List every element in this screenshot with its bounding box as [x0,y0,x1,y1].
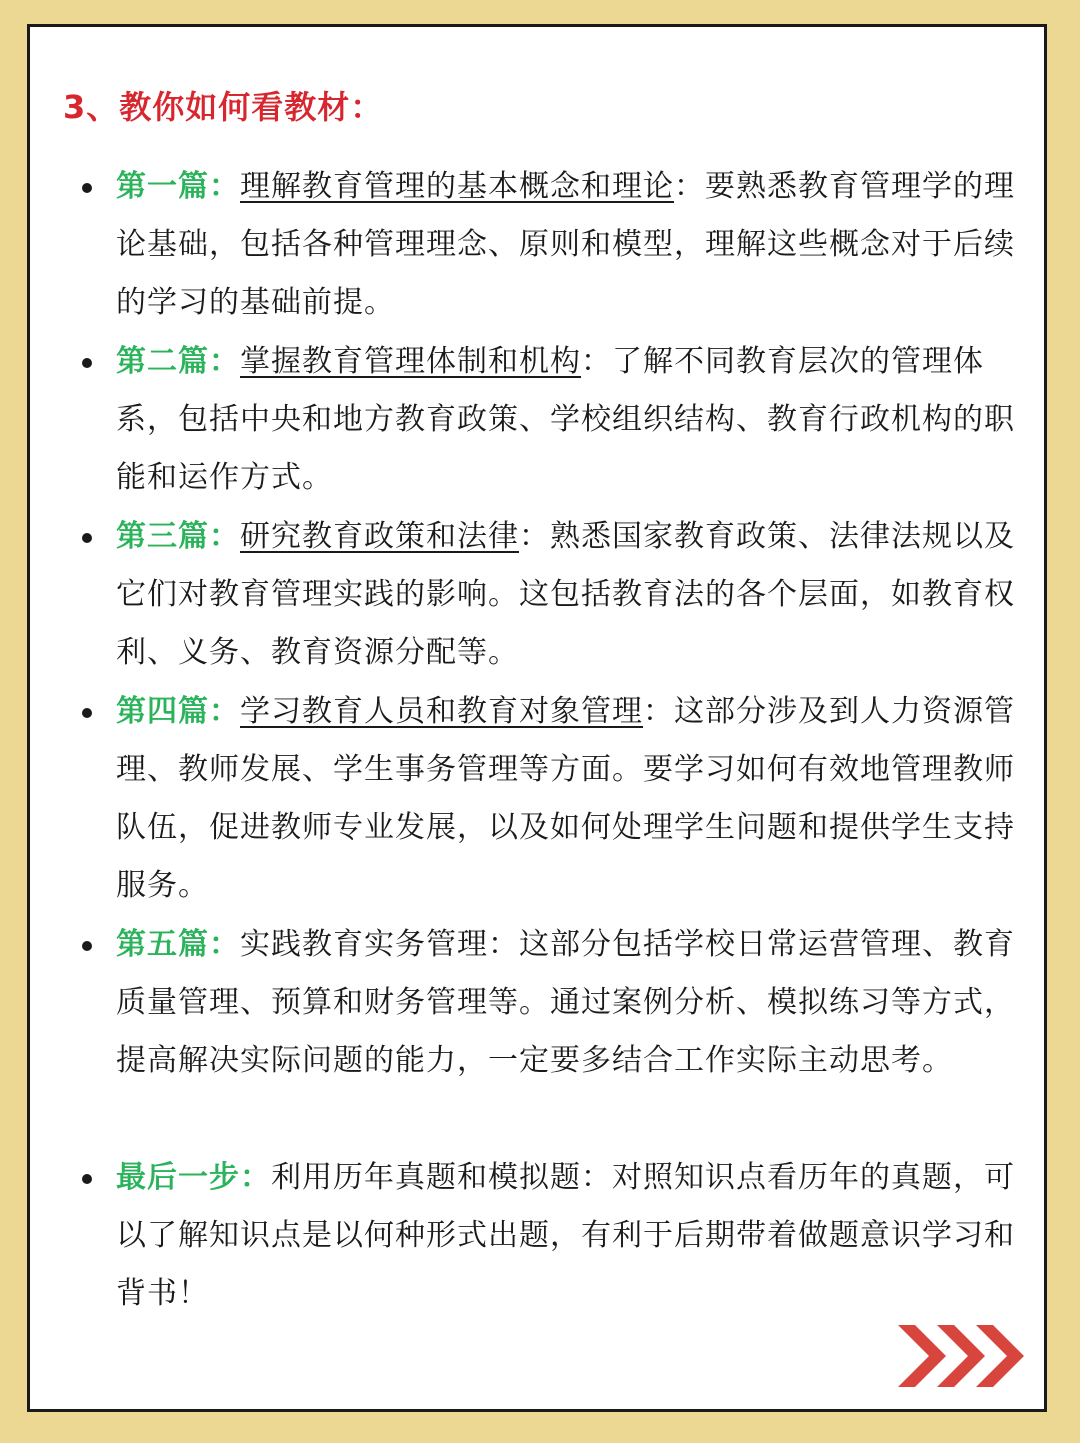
item-tag: 第三篇： [116,519,240,554]
item-tag: 最后一步： [116,1160,271,1195]
list-item-1 [116,158,1026,332]
item-title: 掌握教育管理体制和机构 [240,344,581,379]
item-title: 理解教育管理的基本概念和理论 [240,169,674,204]
list-item-4 [116,683,1026,915]
list-item-5 [116,916,1026,1090]
list-item-2 [116,333,1026,507]
item-body: ：熟悉国家教育政策、法律法规以及它们对教育管理实践的影响。这包括教育法的各个层面，如教育权利、义务、教育资源分配等。 [116,519,1015,670]
bullet-icon [82,708,92,718]
section-heading: 3、教你如何看教材： [63,88,384,126]
item-title: 研究教育政策和法律 [240,519,519,554]
bullet-icon [82,533,92,543]
bullet-icon [82,358,92,368]
item-tag: 第一篇： [116,169,240,204]
item-tag: 第四篇： [116,694,240,729]
bullet-icon [82,183,92,193]
item-body: ：要熟悉教育管理学的理论基础，包括各种管理理念、原则和模型，理解这些概念对于后续的学习的基础前提。 [116,169,1015,320]
list-item-3 [116,508,1026,682]
item-tag: 第二篇： [116,344,240,379]
item-body: 利用历年真题和模拟题：对照知识点看历年的真题，可以了解知识点是以何种形式出题，有利于后期带着做题意识学习和背书！ [116,1160,1015,1311]
bullet-icon [82,941,92,951]
bullet-icon [82,1174,92,1184]
item-title: 学习教育人员和教育对象管理 [240,694,643,729]
triple-chevron-right-icon [898,1325,1024,1387]
item-body: ：了解不同教育层次的管理体系，包括中央和地方教育政策、学校组织结构、教育行政机构的职能和运作方式。 [116,344,1015,495]
list-item-6 [116,1149,1026,1323]
content-card [27,24,1047,1412]
item-tag: 第五篇： [116,927,240,962]
item-body: ：这部分涉及到人力资源管理、教师发展、学生事务管理等方面。要学习如何有效地管理教师队伍，促进教师专业发展，以及如何处理学生问题和提供学生支持服务。 [116,694,1015,903]
item-body: 实践教育实务管理：这部分包括学校日常运营管理、教育质量管理、预算和财务管理等。通过案例分析、模拟练习等方式，提高解决实际问题的能力，一定要多结合工作实际主动思考。 [116,927,1015,1078]
